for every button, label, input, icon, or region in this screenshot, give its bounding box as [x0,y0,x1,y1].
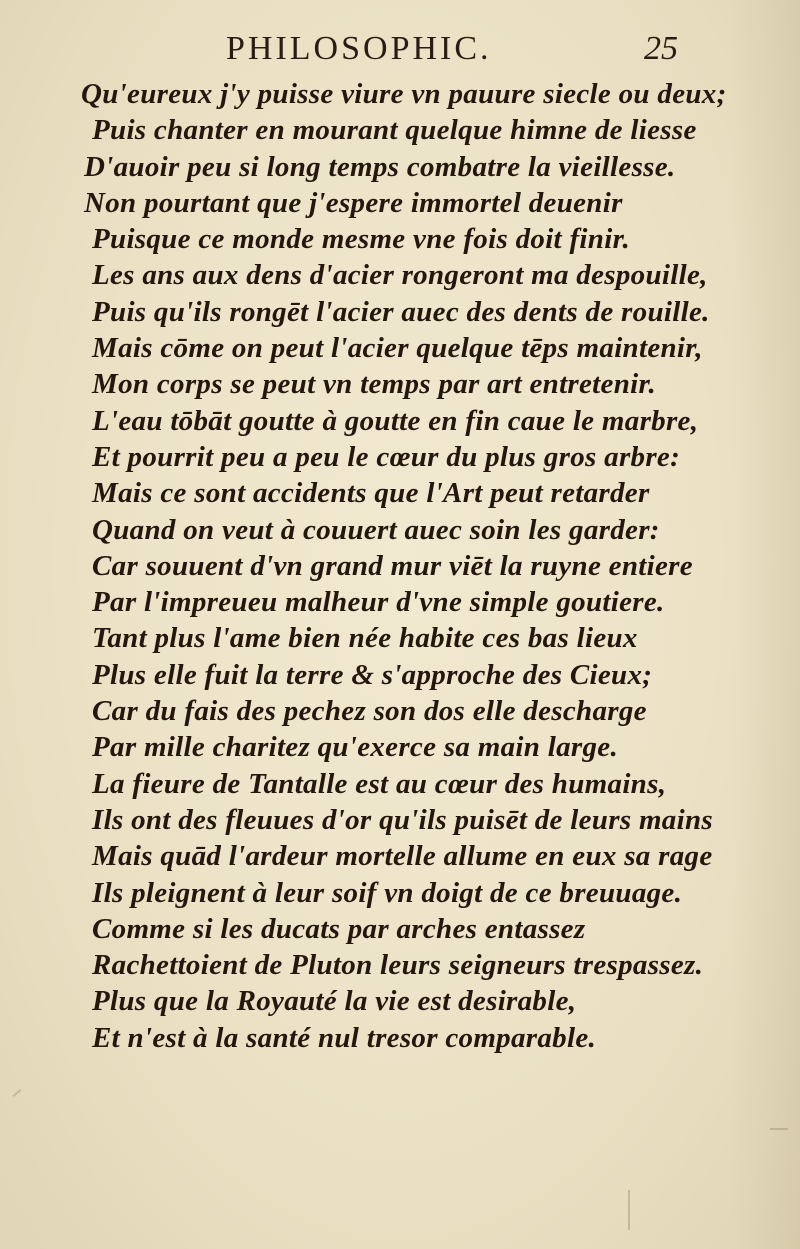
verse-line: Par l'impreueu malheur d'vne simple goutiere. [92,586,665,619]
verse-text [78,76,727,1056]
page-header [0,22,800,72]
verse-line: Car du fais des pechez son dos elle descharge [92,695,647,728]
verse-line: L'eau tōbāt goutte à goutte en fin caue le marbre, [92,404,699,437]
verse-line: Puisque ce monde mesme vne fois doit finir. [92,223,631,256]
verse-line: Ils ont des fleuues d'or qu'ils puisēt de leurs mains [92,803,713,836]
paper-fleck [628,1190,630,1230]
verse-line: Plus elle fuit la terre & s'approche des Cieux; [92,658,653,691]
verse-line: Mais cōme on peut l'acier quelque tēps maintenir, [92,332,703,365]
verse-line: Car souuent d'vn grand mur viēt la ruyne entiere [92,549,693,582]
verse-line: Comme si les ducats par arches entassez [92,912,586,945]
verse-line: Qu'eureux j'y puisse viure vn pauure siecle ou deux; [81,78,727,110]
verse-line: Ils pleignent à leur soif vn doigt de ce breuuage. [92,876,683,909]
verse-line: Puis qu'ils rongēt l'acier auec des dents de rouille. [92,295,710,328]
verse-line: Rachettoient de Pluton leurs seigneurs trespassez. [92,949,704,982]
verse-line: Les ans aux dens d'acier rongeront ma despouille, [92,259,708,292]
verse-line: Puis chanter en mourant quelque himne de liesse [92,114,697,147]
paper-fleck [13,1089,22,1097]
verse-line: Par mille charitez qu'exerce sa main large. [92,731,619,764]
verse-line: D'auoir peu si long temps combatre la vieillesse. [84,150,676,183]
page-edge-shadow [730,0,800,1249]
verse-line: Non pourtant que j'espere immortel deuenir [84,186,623,219]
running-head: PHILOSOPHIC. [226,30,492,67]
verse-line: Plus que la Royauté la vie est desirable, [92,985,577,1018]
page-number: 25 [644,30,678,67]
paper-fleck [770,1128,788,1130]
verse-line: Mais ce sont accidents que l'Art peut retarder [92,477,650,510]
verse-line: Quand on veut à couuert auec soin les garder: [92,513,660,546]
verse-line: Tant plus l'ame bien née habite ces bas lieux [92,622,638,655]
verse-line: Et pourrit peu a peu le cœur du plus gros arbre: [92,440,681,473]
verse-line: Mais quād l'ardeur mortelle allume en eux sa rage [92,840,713,873]
verse-line: Mon corps se peut vn temps par art entretenir. [92,368,657,401]
verse-line: La fieure de Tantalle est au cœur des humains, [92,767,667,800]
verse-line: Et n'est à la santé nul tresor comparable. [92,1021,597,1054]
